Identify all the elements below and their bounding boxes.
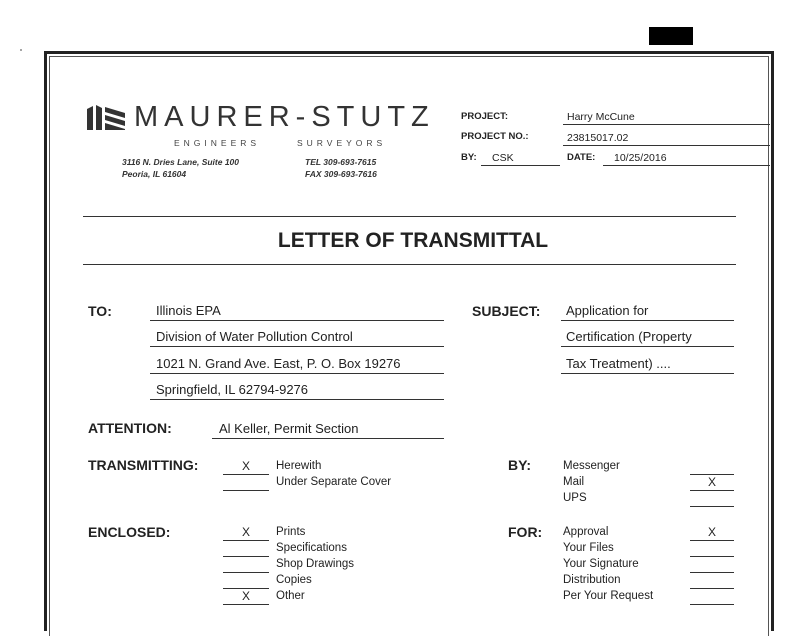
date-value: 10/25/2016: [614, 152, 667, 164]
enclosed-option-specifications: Specifications: [276, 542, 347, 554]
delivery-by-label: BY:: [508, 457, 532, 473]
project-no-value: 23815017.02: [567, 132, 629, 144]
for-blank-approval: [690, 540, 734, 541]
subject-underline-1: [561, 320, 734, 321]
for-option-per-your-request: Per Your Request: [563, 590, 654, 602]
delivery-blank-ups: [690, 506, 734, 507]
redaction-block: [649, 27, 693, 45]
subject-underline-3: [561, 373, 734, 374]
enclosed-mark-prints[interactable]: X: [241, 525, 250, 539]
transmitting-mark-herewith[interactable]: X: [241, 459, 250, 473]
enclosed-option-other: Other: [276, 590, 305, 602]
tagline-engineers: ENGINEERS: [174, 138, 261, 148]
enclosed-blank-prints: [223, 540, 269, 541]
for-blank-distribution: [690, 588, 734, 589]
project-underline: [563, 124, 770, 125]
for-blank-per-your-request: [690, 604, 734, 605]
subject-line-3: Tax Treatment) ....: [566, 356, 671, 371]
for-blank-your-files: [690, 556, 734, 557]
scan-speck: [20, 49, 22, 51]
to-underline-3: [150, 373, 444, 374]
to-line-1: Illinois EPA: [156, 303, 221, 318]
enclosed-option-prints: Prints: [276, 526, 306, 538]
transmitting-blank-herewith: [223, 474, 269, 475]
to-underline-2: [150, 346, 444, 347]
transmitting-label: TRANSMITTING:: [88, 457, 199, 473]
company-logo-icon: [85, 103, 129, 133]
transmitting-blank-separate: [223, 490, 269, 491]
fax-number: FAX 309-693-7616: [305, 169, 377, 179]
delivery-option-messenger: Messenger: [563, 460, 620, 472]
to-line-3: 1021 N. Grand Ave. East, P. O. Box 19276: [156, 356, 401, 371]
date-label: DATE:: [567, 152, 596, 163]
subject-underline-2: [561, 346, 734, 347]
delivery-blank-mail: [690, 490, 734, 491]
by-initials-value: CSK: [492, 152, 514, 164]
for-mark-approval[interactable]: X: [707, 525, 716, 539]
title-rule-bottom: [83, 264, 736, 265]
for-blank-your-signature: [690, 572, 734, 573]
to-underline-1: [150, 320, 444, 321]
tagline-surveyors: SURVEYORS: [297, 138, 387, 148]
project-no-label: PROJECT NO.:: [461, 131, 529, 142]
for-option-your-files: Your Files: [563, 542, 614, 554]
enclosed-option-copies: Copies: [276, 574, 312, 586]
transmitting-option-herewith: Herewith: [276, 460, 322, 472]
transmitting-option-separate-cover: Under Separate Cover: [276, 476, 392, 488]
attention-underline: [212, 438, 444, 439]
project-no-underline: [563, 145, 770, 146]
document-title: LETTER OF TRANSMITTAL: [277, 229, 549, 252]
for-option-approval: Approval: [563, 526, 609, 538]
for-label: FOR:: [508, 524, 543, 540]
delivery-option-ups: UPS: [563, 492, 587, 504]
date-underline: [603, 165, 770, 166]
enclosed-blank-shop-drawings: [223, 572, 269, 573]
enclosed-option-shop-drawings: Shop Drawings: [276, 558, 354, 570]
delivery-mark-mail[interactable]: X: [707, 475, 716, 489]
attention-label: ATTENTION:: [88, 420, 172, 436]
to-label: TO:: [88, 303, 112, 319]
title-rule-top: [83, 216, 736, 217]
for-option-distribution: Distribution: [563, 574, 621, 586]
phone-number: TEL 309-693-7615: [305, 157, 377, 167]
enclosed-mark-other[interactable]: X: [241, 589, 250, 603]
attention-value: Al Keller, Permit Section: [219, 421, 359, 436]
company-name: MAURER-STUTZ: [134, 101, 435, 133]
to-underline-4: [150, 399, 444, 400]
for-option-your-signature: Your Signature: [563, 558, 639, 570]
address-line-2: Peoria, IL 61604: [122, 169, 187, 179]
subject-line-2: Certification (Property: [566, 329, 692, 344]
subject-label: SUBJECT:: [472, 303, 541, 319]
enclosed-blank-specifications: [223, 556, 269, 557]
enclosed-blank-other: [223, 604, 269, 605]
project-label: PROJECT:: [461, 111, 508, 122]
delivery-option-mail: Mail: [563, 476, 585, 488]
address-line-1: 3116 N. Dries Lane, Suite 100: [122, 157, 240, 167]
to-line-4: Springfield, IL 62794-9276: [156, 382, 309, 397]
to-line-2: Division of Water Pollution Control: [156, 329, 353, 344]
project-value: Harry McCune: [567, 111, 635, 123]
enclosed-label: ENCLOSED:: [88, 524, 171, 540]
by-initials-label: BY:: [461, 152, 477, 163]
by-initials-underline: [481, 165, 560, 166]
subject-line-1: Application for: [566, 303, 649, 318]
